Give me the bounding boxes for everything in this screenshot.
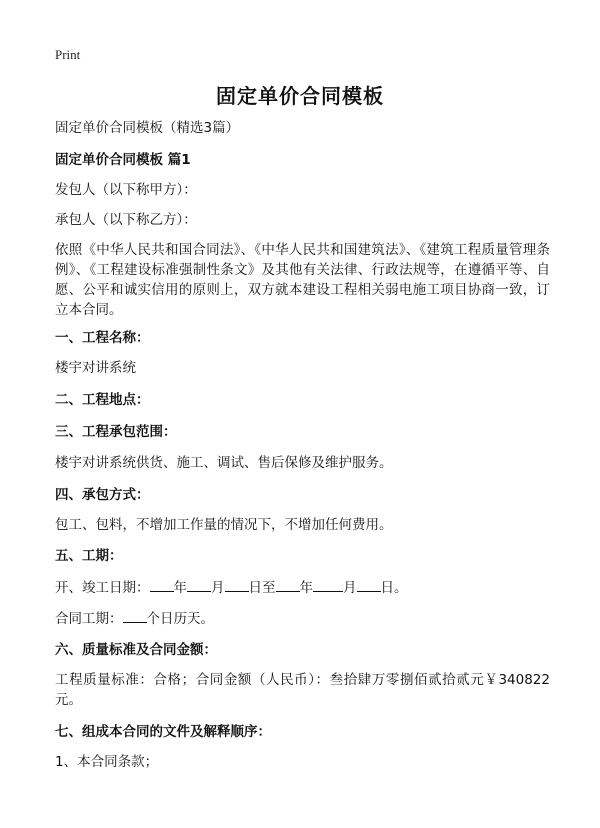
party-b-line: 承包人（以下称乙方）： xyxy=(55,212,197,228)
party-a-line: 发包人（以下称甲方）： xyxy=(55,182,197,198)
blank-end-day[interactable] xyxy=(357,577,381,592)
heading-contract-scope: 三、工程承包范围： xyxy=(55,424,177,440)
blank-start-day[interactable] xyxy=(225,577,249,592)
dates-year2: 年 xyxy=(299,580,313,596)
blank-end-month[interactable] xyxy=(313,577,343,592)
start-end-dates-line xyxy=(55,577,550,598)
contract-duration-line xyxy=(55,608,550,629)
heading-contract-method: 四、承包方式： xyxy=(55,487,150,503)
contract-method-text: 包工、包料，不增加工作量的情况下，不增加任何费用。 xyxy=(55,517,393,533)
contract-scope-text: 楼宇对讲系统供货、施工、调试、售后保修及维护服务。 xyxy=(55,455,393,471)
blank-start-year[interactable] xyxy=(150,577,174,592)
blank-start-month[interactable] xyxy=(187,577,211,592)
dates-day2: 日。 xyxy=(380,580,408,596)
heading-project-location: 二、工程地点： xyxy=(55,392,150,408)
quality-and-amount-text: 工程质量标准：合格；合同金额（人民币）：叁拾肆万零捌佰贰拾贰元￥340822元。 xyxy=(55,672,550,708)
print-link[interactable]: Print xyxy=(55,47,81,62)
document-title: 固定单价合同模板 xyxy=(216,84,384,108)
project-name-text: 楼宇对讲系统 xyxy=(55,360,136,376)
blank-duration-days[interactable] xyxy=(123,608,147,623)
dates-month2: 月 xyxy=(343,580,357,596)
section-heading: 固定单价合同模板 篇1 xyxy=(55,152,191,168)
heading-schedule: 五、工期： xyxy=(55,548,123,564)
heading-project-name: 一、工程名称： xyxy=(55,330,150,346)
blank-end-year[interactable] xyxy=(276,577,300,592)
duration-label: 合同工期： xyxy=(55,611,123,627)
dates-label: 开、竣工日期： xyxy=(55,580,150,596)
duration-unit: 个日历天。 xyxy=(146,611,214,627)
dates-month1: 月 xyxy=(211,580,225,596)
contract-documents-item-1: 1、本合同条款； xyxy=(55,754,159,770)
document-subtitle: 固定单价合同模板（精选3篇） xyxy=(55,120,240,136)
heading-contract-documents: 七、组成本合同的文件及解释顺序： xyxy=(55,724,271,740)
dates-day-to: 日至 xyxy=(248,580,276,596)
dates-year1: 年 xyxy=(173,580,187,596)
heading-quality-and-amount: 六、质量标准及合同金额： xyxy=(55,642,217,658)
preamble-paragraph: 依照《中华人民共和国合同法》、《中华人民共和国建筑法》、《建筑工程质量管理条例》、《工程建设标准强制性条文》及其他有关法律、行政法规等，在遵循平等、自愿、公平和诚实信用的原则上，双方就本建设工程相关弱电施工项目协商一致，订立本合同。 xyxy=(55,242,550,318)
